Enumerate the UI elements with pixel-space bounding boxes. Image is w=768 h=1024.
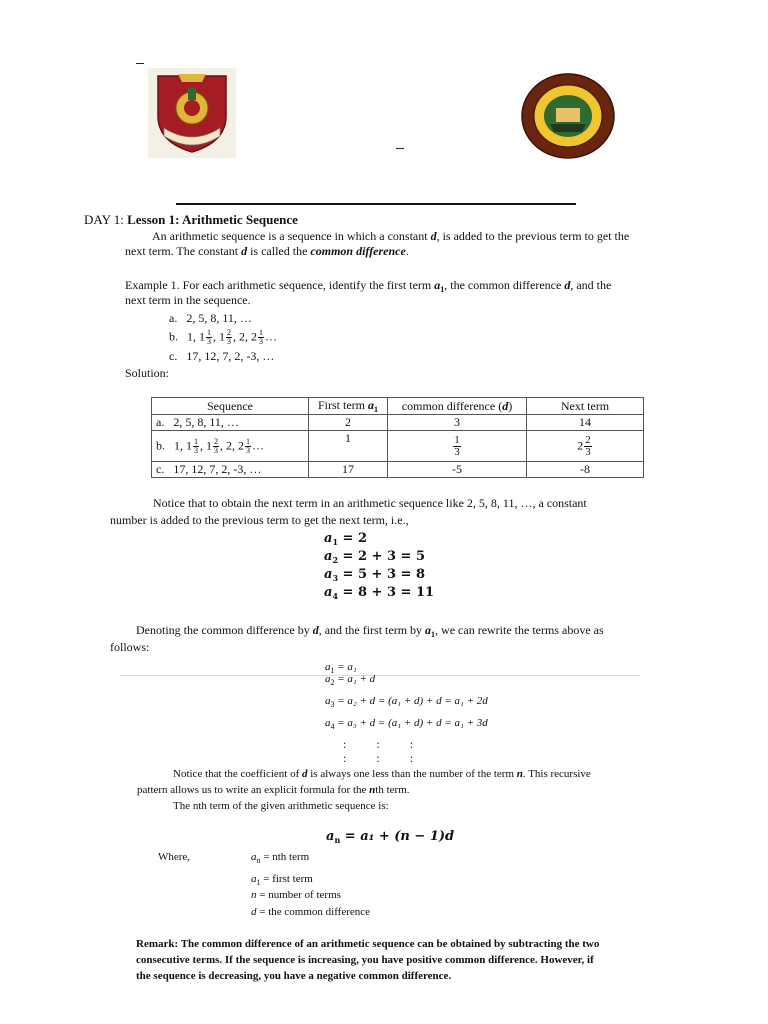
row-c-sequence: c. 17, 12, 7, 2, -3, … [152, 462, 309, 478]
table-row [152, 431, 644, 462]
example-item-c: c. 17, 12, 7, 2, -3, … [169, 349, 275, 363]
row-b-next: 2 $\frac{2}{3}$ [527, 431, 644, 462]
row-b-sequence: b. 1, 1 $\frac{1}{3}$ , 1 $\frac{2}{3}$ , 2, 2 $\frac{1}{3}$ … [152, 431, 309, 462]
stray-mark [396, 148, 404, 149]
row-a-sequence: a. 2, 5, 8, 11, … [152, 415, 309, 431]
where-def-an: $a_n$ = nth term [251, 851, 310, 865]
example-item-b: b. 1, 1 $\frac{1}{3}$ , 1 $\frac{2}{3}$ , 2, 2 $\frac{1}{3}$ … [169, 328, 277, 346]
remark-line-1: Remark: The common difference of an arithmetic sequence can be obtained by subtracting the two [136, 938, 600, 950]
ellipsis-dots: : : : [343, 751, 414, 765]
remark-line-2: consecutive terms. If the sequence is increasing, you have positive common difference. However, if [136, 954, 594, 966]
derivation-a2: $a_2 = a_1 + d$ [325, 673, 376, 687]
lesson-heading [84, 213, 298, 227]
university-training-center-seal [520, 72, 616, 160]
nth-term-formula: $a_n = a_1 + (n - 1)d$ [326, 829, 455, 845]
equation-a1: $a_1 = 2$ [324, 531, 368, 547]
ellipsis-dots: : : : [343, 737, 414, 751]
where-def-d: d = the common difference [251, 906, 371, 918]
equation-a3: $a_3 = 5 + 3 = 8$ [324, 567, 425, 583]
header-common-difference: common difference (d) [388, 398, 527, 415]
recursive-line-3: The nth term of the given arithmetic sequence is: [173, 800, 389, 812]
recursive-line-2: pattern allows us to write an explicit formula for the nth term. [137, 784, 410, 796]
definition-line-1: An arithmetic sequence is a sequence in which a constant d, is added to the previous term to get the [152, 229, 630, 243]
derivation-a4: $a_4 = a_3 + d = (a_1 + d) + d = a_1 + 3d$ [325, 717, 488, 731]
day-label: DAY 1: [84, 212, 124, 227]
derivation-a3: $a_3 = a_2 + d = (a_1 + d) + d = a_1 + 2d$ [325, 695, 488, 709]
stray-mark [136, 63, 144, 64]
recursive-line-1: Notice that the coefficient of d is always one less than the number of the term n. This recursive [173, 768, 591, 780]
solution-label: Solution: [125, 366, 170, 380]
notice-line-2: number is added to the previous term to get the next term, i.e., [110, 513, 409, 527]
table-row [152, 462, 644, 478]
row-c-first: 17 [309, 462, 388, 478]
example-line-2: next term in the sequence. [125, 293, 251, 307]
where-label: Where, [158, 851, 191, 863]
university-crest-logo [148, 68, 236, 158]
example-line-1: Example 1. For each arithmetic sequence, identify the first term $a_1$, the common difference d, and the [125, 278, 612, 294]
row-c-next: -8 [527, 462, 644, 478]
where-def-a1: $a_1$ = first term [251, 873, 313, 887]
row-a-diff: 3 [388, 415, 527, 431]
header-next-term: Next term [527, 398, 644, 415]
definition-line-2: next term. The constant d is called the common difference. [125, 244, 409, 258]
equation-a4: $a_4 = 8 + 3 = 11$ [324, 585, 435, 601]
solution-table [151, 397, 644, 478]
row-c-diff: -5 [388, 462, 527, 478]
faint-divider [120, 675, 640, 676]
row-b-diff: $\frac{1}{3}$ [388, 431, 527, 462]
where-def-n: n = number of terms [251, 889, 341, 901]
example-item-a: a. 2, 5, 8, 11, … [169, 311, 252, 325]
header-sequence: Sequence [152, 398, 309, 415]
row-a-first: 2 [309, 415, 388, 431]
notice-line-1: Notice that to obtain the next term in an arithmetic sequence like 2, 5, 8, 11, …, a constant [153, 496, 587, 510]
row-a-next: 14 [527, 415, 644, 431]
remark-line-3: the sequence is decreasing, you have a negative common difference. [136, 970, 452, 982]
equation-a2: $a_2 = 2 + 3 = 5$ [324, 549, 425, 565]
title-divider [176, 203, 576, 205]
table-row [152, 415, 644, 431]
denoting-line-2: follows: [110, 640, 150, 654]
table-header-row [152, 398, 644, 415]
denoting-line-1: Denoting the common difference by d, and the first term by $a_1$, we can rewrite the terms above as [136, 623, 604, 639]
header-first-term: First term $a_1$ [309, 398, 388, 415]
derivation-a1: $a_1 = a_1$ [325, 661, 357, 675]
lesson-title: Lesson 1: Arithmetic Sequence [127, 212, 298, 227]
row-b-first: 1 [309, 431, 388, 462]
